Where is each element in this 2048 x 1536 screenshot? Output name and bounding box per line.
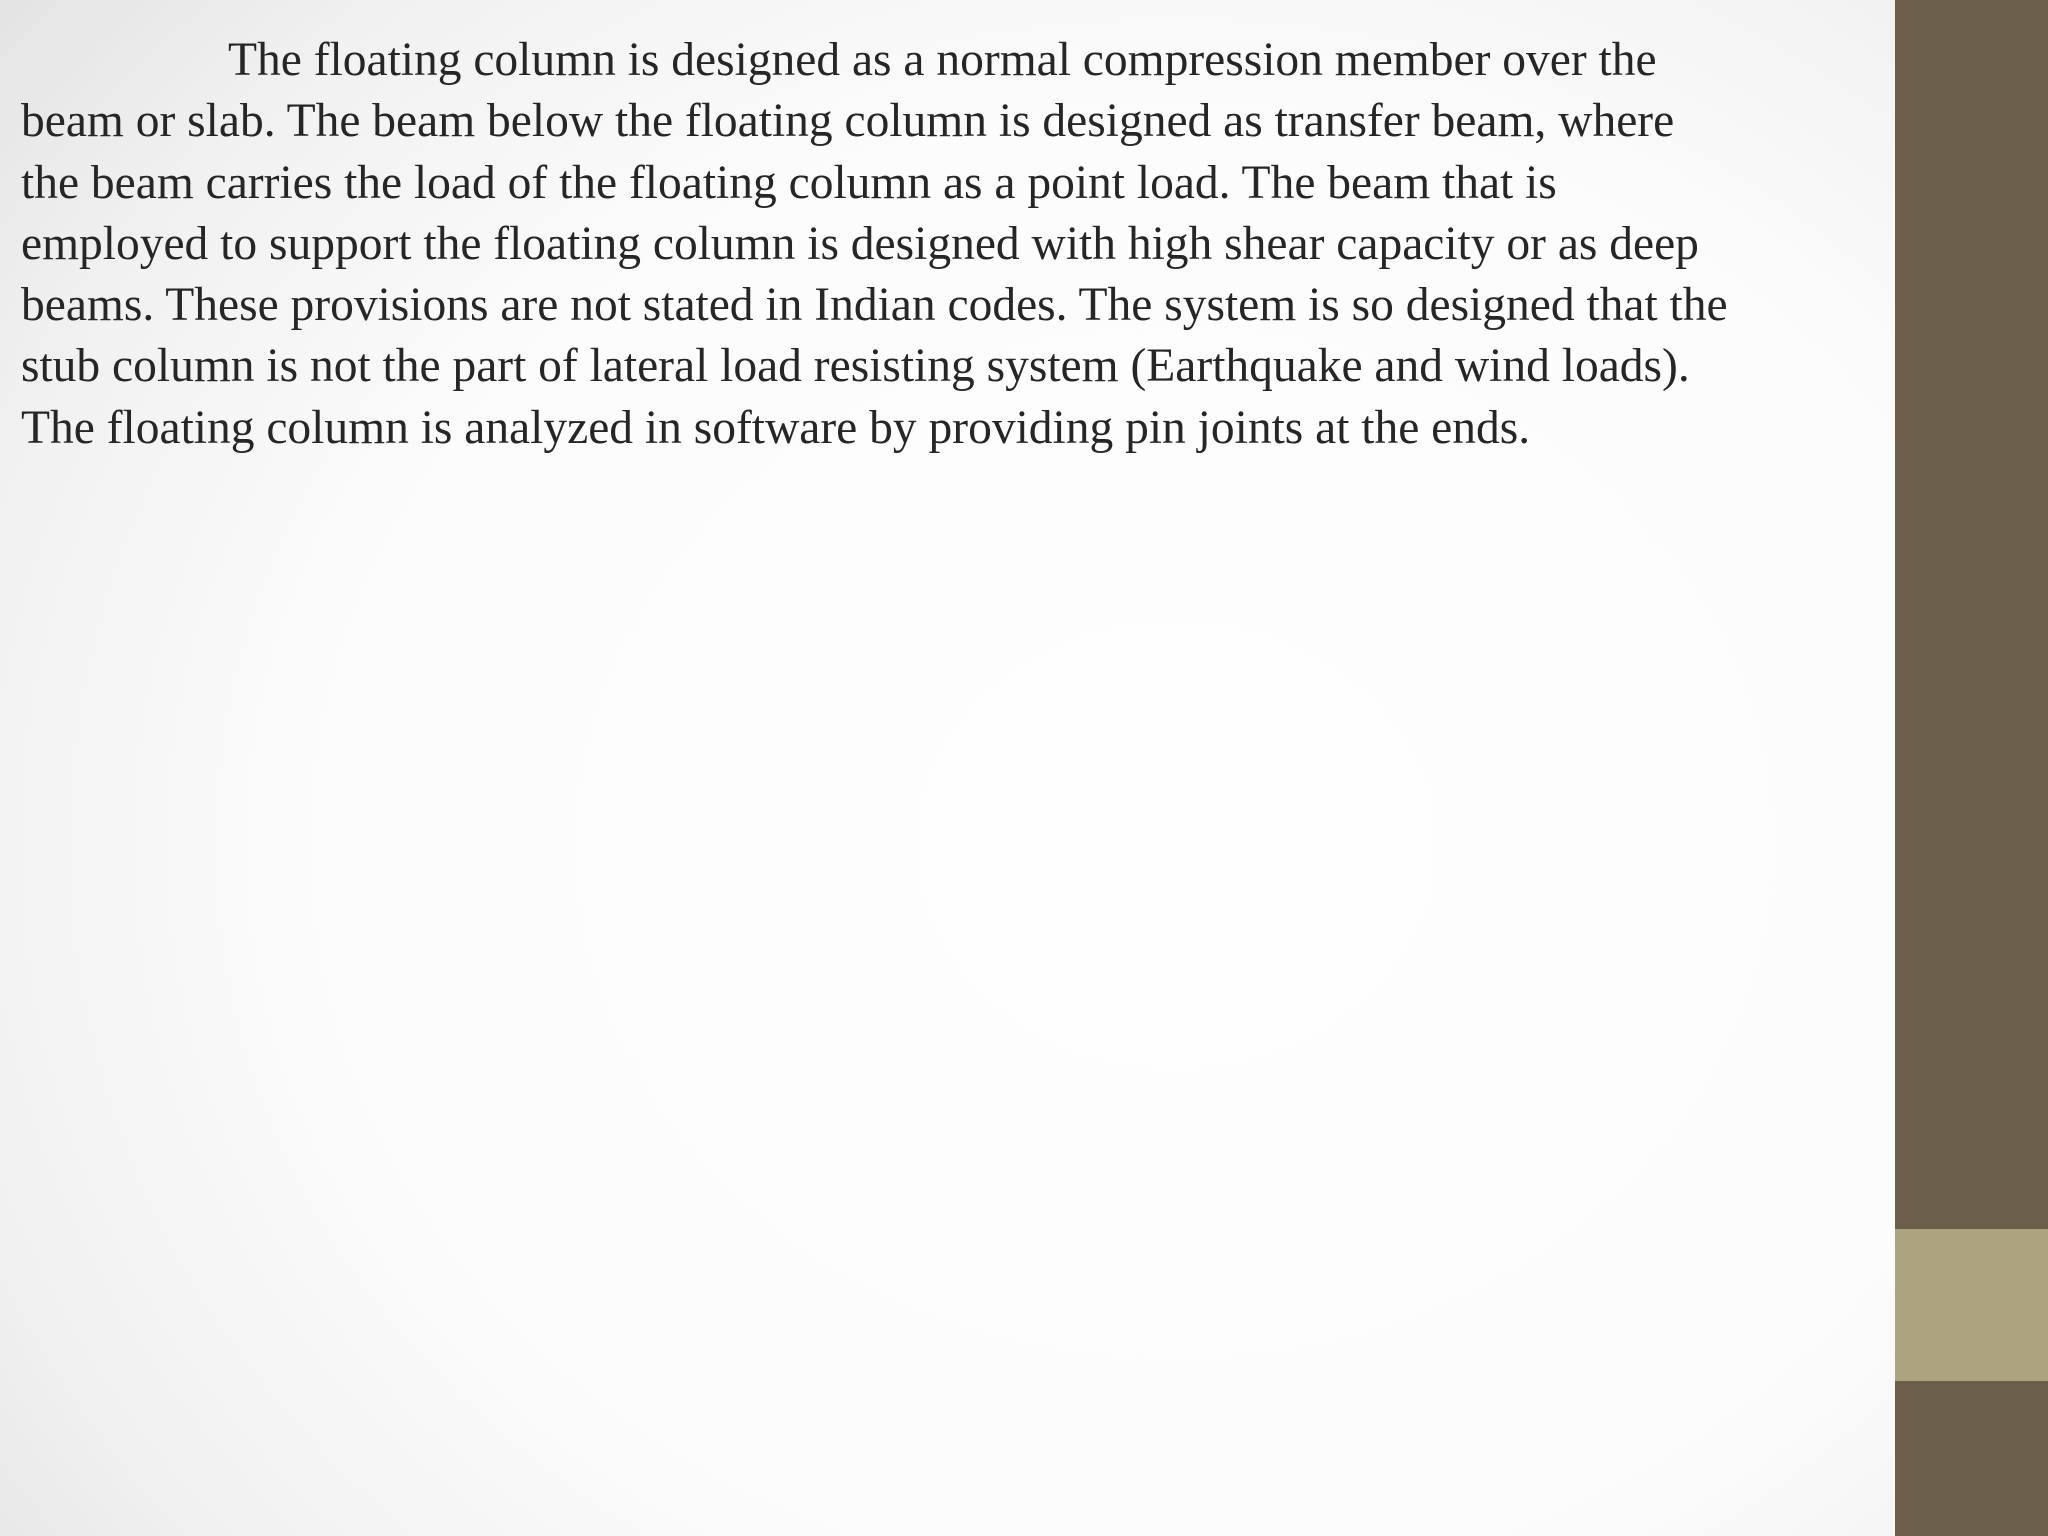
body-paragraph: The floating column is designed as a normal compression member over the beam or slab. The beam below the floating column is designed as transfer beam, where the beam carries the load of the floating column as a point load. The beam that is employed to support the floating column is designed with high shear capacity or as deep beams. These provisions are not stated in Indian codes. The system is so designed that the stub column is not the part of lateral load resisting system (Earthquake and wind loads). The floating column is analyzed in software by providing pin joints at the ends. [21,34,1728,454]
decorative-sidebar-accent-block [1895,1229,2048,1381]
